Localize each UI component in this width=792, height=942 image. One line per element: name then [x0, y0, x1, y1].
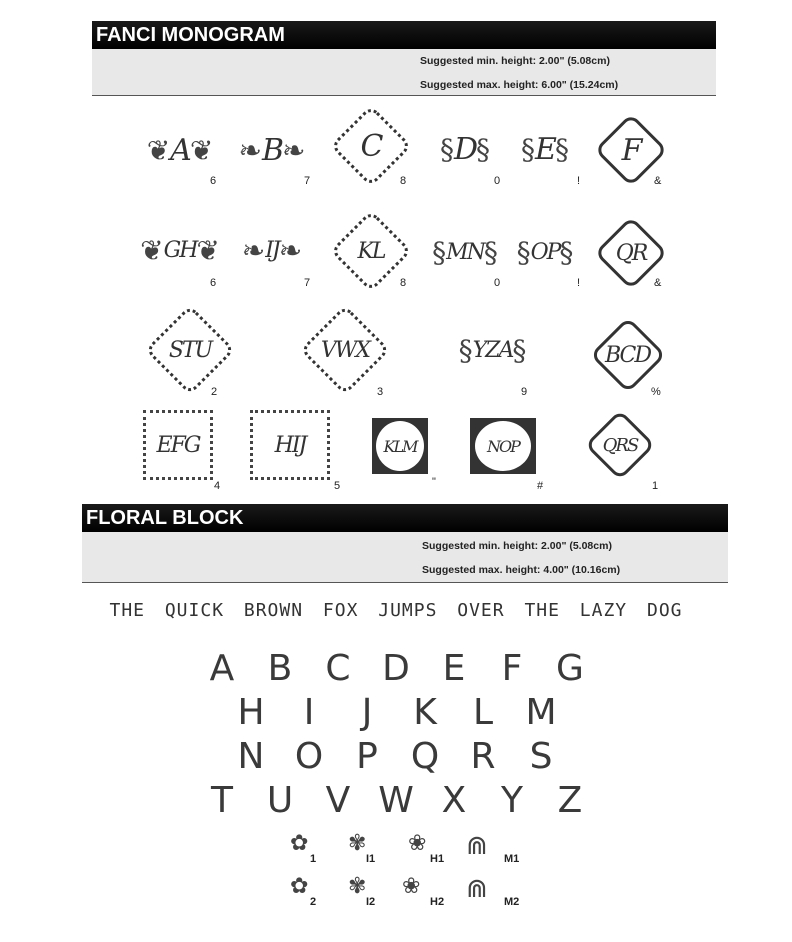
flourish-key: I2: [366, 896, 376, 908]
floral-arch-icon: ⋒: [466, 830, 488, 860]
monogram-letters: YZA: [472, 337, 513, 363]
scroll-ornament-icon: §: [439, 133, 454, 166]
max-height-text: Suggested max. height: 6.00" (15.24cm): [420, 79, 619, 91]
alphabet-letter: P: [356, 736, 378, 777]
font-key: 1: [652, 480, 659, 492]
font-key: #: [537, 480, 544, 492]
alphabet-letter: L: [472, 692, 494, 733]
monogram-letters: GH: [163, 237, 197, 263]
monogram-letters: KL: [357, 238, 385, 264]
fanci-spec-panel: [92, 49, 716, 96]
floral-flourish-icon: ✾: [348, 830, 367, 855]
monogram-sample: [143, 410, 213, 480]
alphabet-letter: N: [237, 736, 265, 777]
monogram-letters: IJ: [265, 237, 279, 263]
flourish-key: M2: [504, 896, 520, 908]
monogram-sample: [430, 215, 500, 290]
scroll-ornament-icon: ❧: [278, 233, 303, 267]
flourish-key: H1: [430, 853, 445, 865]
scroll-ornament-icon: §: [432, 236, 447, 269]
alphabet-letter: F: [501, 648, 523, 689]
font-key: %: [651, 386, 661, 398]
alphabet-letter: U: [266, 780, 294, 821]
font-key: 4: [214, 480, 221, 492]
monogram-sample: [372, 418, 428, 474]
alphabet-letter: S: [529, 736, 553, 777]
alphabet-letter: A: [209, 648, 235, 689]
monogram-letters: HIJ: [274, 432, 306, 458]
font-key: 2: [211, 386, 218, 398]
font-key: 6: [210, 277, 217, 289]
alphabet-letter: R: [470, 736, 496, 777]
flourish-key: 1: [310, 853, 317, 865]
floral-flourish-icon: ✾: [348, 873, 367, 898]
scroll-ornament-icon: §: [476, 133, 491, 166]
monogram-sample: [250, 410, 330, 480]
monogram-sample: [140, 305, 240, 395]
monogram-letters: D: [453, 132, 477, 167]
alphabet-row: [0, 780, 792, 821]
monogram-sample: [140, 225, 220, 275]
alphabet-letter: B: [267, 648, 293, 689]
alphabet-letter: H: [237, 692, 265, 733]
monogram-sample: [445, 310, 540, 390]
scroll-ornament-icon: §: [483, 236, 498, 269]
monogram-letters: QR: [615, 240, 647, 266]
scroll-ornament-icon: §: [458, 333, 473, 367]
monogram-letters: MN: [446, 240, 484, 265]
font-key: 8: [400, 277, 407, 289]
floral-spec-panel: [82, 532, 728, 583]
alphabet-letter: G: [556, 648, 584, 689]
scroll-ornament-icon: §: [512, 333, 527, 367]
monogram-sample: [145, 125, 215, 175]
floral-flourish-icon: ✿: [290, 873, 309, 898]
monogram-letters: A: [170, 132, 190, 168]
flourish-key: 2: [310, 896, 317, 908]
alphabet-row: [0, 736, 792, 777]
flourish-key: M1: [504, 853, 520, 865]
font-key: &: [654, 277, 662, 289]
min-height-text: Suggested min. height: 2.00" (5.08cm): [422, 540, 612, 552]
font-key: !: [577, 277, 581, 289]
monogram-letters: STU: [168, 337, 212, 363]
font-key: &: [654, 175, 662, 187]
alphabet-letter: E: [442, 648, 466, 689]
alphabet-row: [0, 692, 792, 733]
monogram-letters: E: [535, 132, 555, 167]
alphabet-letter: W: [378, 780, 414, 821]
monogram-sample: [290, 305, 400, 395]
alphabet-letter: Z: [557, 780, 583, 821]
alphabet-letter: Q: [410, 736, 440, 777]
scroll-ornament-icon: ❦: [196, 233, 220, 267]
alphabet-letter: J: [361, 692, 373, 733]
pangram-sample: THE QUICK BROWN FOX JUMPS OVER THE LAZY DOG: [109, 600, 683, 621]
monogram-letters: KLM: [383, 436, 417, 456]
alphabet-letter: T: [211, 780, 233, 821]
floral-block-header: [82, 504, 728, 532]
font-key: 7: [304, 175, 311, 187]
scroll-ornament-icon: §: [516, 236, 531, 269]
font-key: 5: [334, 480, 341, 492]
scroll-ornament-icon: §: [559, 236, 574, 269]
monogram-letters: NOP: [487, 436, 519, 456]
monogram-sample: [510, 112, 580, 187]
alphabet-letter: C: [325, 648, 351, 689]
fanci-monogram-header: [92, 21, 716, 49]
monogram-sample: [232, 125, 312, 175]
monogram-letters: VWX: [320, 337, 370, 363]
scroll-ornament-icon: ❧: [282, 133, 306, 167]
font-key: 9: [521, 386, 528, 398]
flourish-key: I1: [366, 853, 376, 865]
floral-flourish-icon: ❀: [408, 830, 427, 855]
font-key: 0: [494, 175, 501, 187]
font-key: 7: [304, 277, 311, 289]
flourish-key: H2: [430, 896, 445, 908]
scroll-ornament-icon: ❧: [238, 133, 262, 167]
alphabet-letter: Y: [501, 780, 523, 821]
monogram-letters: BCD: [604, 342, 651, 368]
section-title: FLORAL BLOCK: [86, 507, 244, 529]
max-height-text: Suggested max. height: 4.00" (10.16cm): [422, 564, 621, 576]
alphabet-letter: O: [294, 736, 324, 777]
font-key: !: [577, 175, 581, 187]
scroll-ornament-icon: §: [521, 133, 536, 166]
monogram-letters: C: [360, 128, 382, 164]
font-key: 8: [400, 175, 407, 187]
alphabet-letter: I: [303, 692, 315, 733]
monogram-letters: QRS: [602, 434, 638, 456]
alphabet-letter: K: [413, 692, 437, 733]
alphabet-letter: X: [441, 780, 467, 821]
scroll-ornament-icon: ❦: [140, 233, 164, 267]
monogram-sample: [575, 412, 665, 478]
scroll-ornament-icon: §: [554, 133, 569, 166]
monogram-sample: [430, 112, 500, 187]
font-key: ": [432, 476, 436, 488]
font-key: 0: [494, 277, 501, 289]
scroll-ornament-icon: ❦: [146, 133, 171, 167]
scroll-ornament-icon: ❦: [189, 133, 214, 167]
min-height-text: Suggested min. height: 2.00" (5.08cm): [420, 55, 610, 67]
floral-flourish-icon: ❀: [402, 873, 421, 898]
font-key: 6: [210, 175, 217, 187]
monogram-letters: OP: [530, 240, 560, 265]
alphabet-letter: V: [325, 780, 351, 821]
monogram-letters: F: [621, 132, 641, 168]
monogram-sample: [590, 320, 665, 390]
alphabet-letter: M: [525, 692, 557, 733]
floral-arch-icon: ⋒: [466, 873, 488, 903]
monogram-sample: [470, 418, 536, 474]
scroll-ornament-icon: ❧: [241, 233, 266, 267]
monogram-letters: EFG: [156, 432, 200, 458]
monogram-sample: [510, 215, 580, 290]
monogram-letters: B: [261, 132, 283, 168]
monogram-sample: [232, 225, 312, 275]
alphabet-letter: D: [382, 648, 410, 689]
font-key: 3: [377, 386, 384, 398]
alphabet-row: [0, 648, 792, 689]
floral-flourish-icon: ✿: [290, 830, 309, 855]
section-title: FANCI MONOGRAM: [96, 24, 285, 46]
